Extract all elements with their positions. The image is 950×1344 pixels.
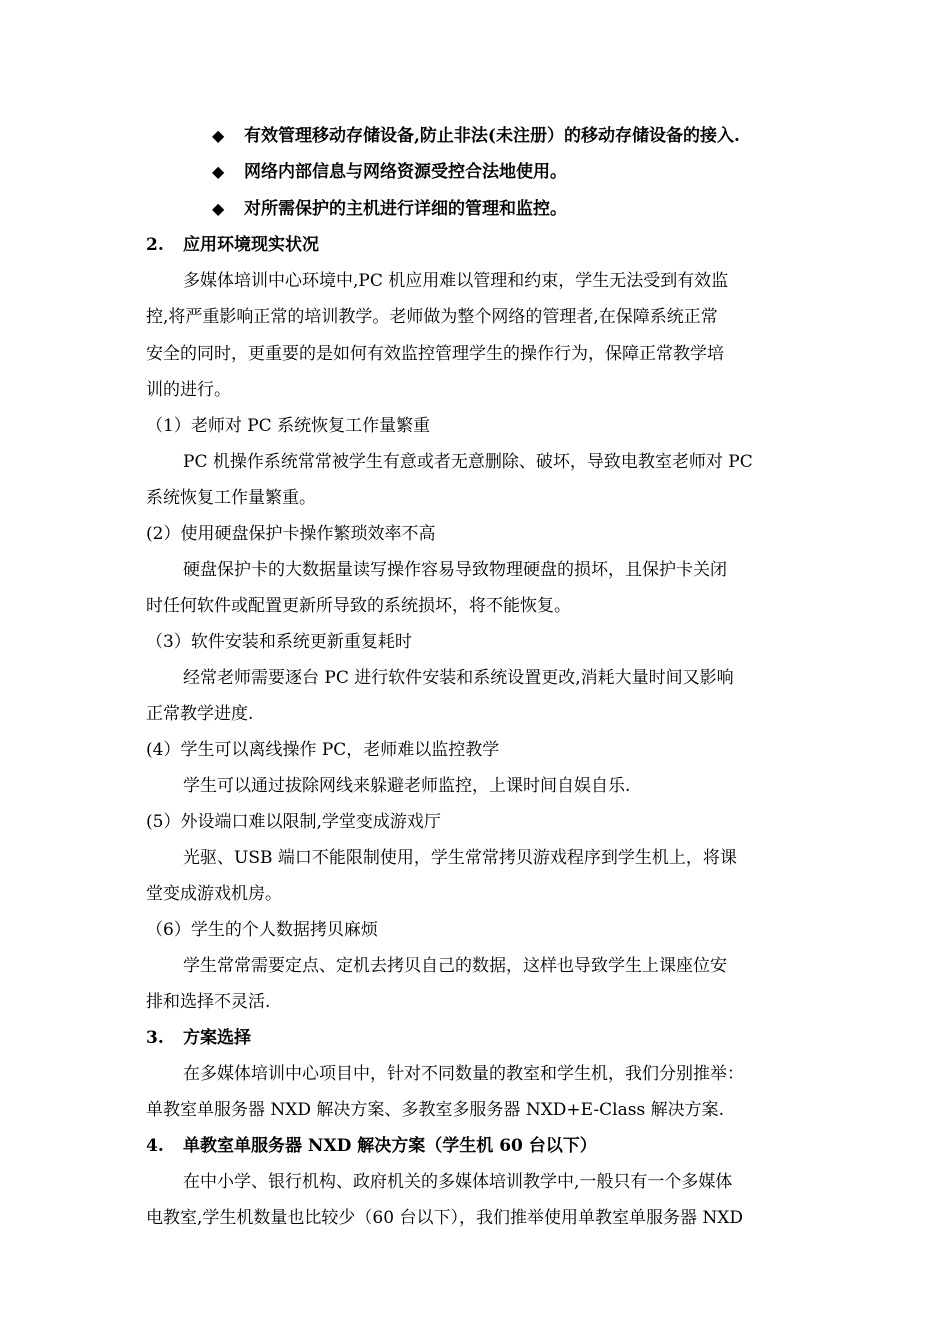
paragraph-line: 光驱、USB 端口不能限制使用，学生常常拷贝游戏程序到学生机上，将课 (183, 848, 737, 868)
section-heading: 应用环境现实状况 (183, 235, 319, 255)
paragraph-line: 排和选择不灵活. (146, 992, 271, 1012)
paragraph-line: 控,将严重影响正常的培训教学。老师做为整个网络的管理者,在保障系统正常 (146, 307, 718, 327)
paragraph-line: PC 机操作系统常常被学生有意或者无意删除、破坏，导致电教室老师对 PC (183, 452, 753, 472)
subheading: （6）学生的个人数据拷贝麻烦 (146, 920, 378, 940)
bullet-text: 有效管理移动存储设备,防止非法(未注册）的移动存储设备的接入. (244, 126, 740, 146)
paragraph-line: 经常老师需要逐台 PC 进行软件安装和系统设置更改,消耗大量时间又影响 (183, 668, 734, 688)
subheading: (2）使用硬盘保护卡操作繁琐效率不高 (146, 524, 436, 544)
subheading: （1）老师对 PC 系统恢复工作量繁重 (146, 416, 431, 436)
paragraph-line: 系统恢复工作量繁重。 (146, 488, 316, 508)
bullet-text: 对所需保护的主机进行详细的管理和监控。 (244, 199, 567, 219)
paragraph-line: 学生可以通过拔除网线来躲避老师监控，上课时间自娱自乐. (183, 776, 631, 796)
section-number: 3. (146, 1028, 164, 1048)
diamond-bullet-icon: ◆ (212, 126, 225, 145)
bullet-text: 网络内部信息与网络资源受控合法地使用。 (244, 162, 567, 182)
section-heading: 方案选择 (183, 1028, 251, 1048)
paragraph-line: 在多媒体培训中心项目中，针对不同数量的教室和学生机，我们分别推举： (183, 1064, 744, 1084)
paragraph-line: 正常教学进度. (146, 704, 254, 724)
section-heading: 单教室单服务器 NXD 解决方案（学生机 60 台以下） (183, 1136, 597, 1156)
paragraph-line: 电教室,学生机数量也比较少（60 台以下），我们推举使用单教室单服务器 NXD (146, 1208, 743, 1228)
paragraph-line: 安全的同时，更重要的是如何有效监控管理学生的操作行为，保障正常教学培 (146, 344, 724, 364)
paragraph-line: 堂变成游戏机房。 (146, 884, 282, 904)
paragraph-line: 时任何软件或配置更新所导致的系统损坏，将不能恢复。 (146, 596, 571, 616)
section-number: 4. (146, 1136, 164, 1156)
diamond-bullet-icon: ◆ (212, 162, 225, 181)
subheading: (5）外设端口难以限制,学堂变成游戏厅 (146, 812, 441, 832)
paragraph-line: 训的进行。 (146, 380, 231, 400)
subheading: （3）软件安装和系统更新重复耗时 (146, 632, 412, 652)
paragraph-line: 多媒体培训中心环境中,PC 机应用难以管理和约束，学生无法受到有效监 (183, 271, 729, 291)
paragraph-line: 单教室单服务器 NXD 解决方案、多教室多服务器 NXD+E-Class 解决方案. (146, 1100, 724, 1120)
section-number: 2. (146, 235, 164, 255)
paragraph-line: 硬盘保护卡的大数据量读写操作容易导致物理硬盘的损坏，且保护卡关闭 (183, 560, 727, 580)
paragraph-line: 在中小学、银行机构、政府机关的多媒体培训教学中,一般只有一个多媒体 (183, 1172, 733, 1192)
subheading: (4）学生可以离线操作 PC，老师难以监控教学 (146, 740, 500, 760)
diamond-bullet-icon: ◆ (212, 199, 225, 218)
paragraph-line: 学生常常需要定点、定机去拷贝自己的数据，这样也导致学生上课座位安 (183, 956, 727, 976)
